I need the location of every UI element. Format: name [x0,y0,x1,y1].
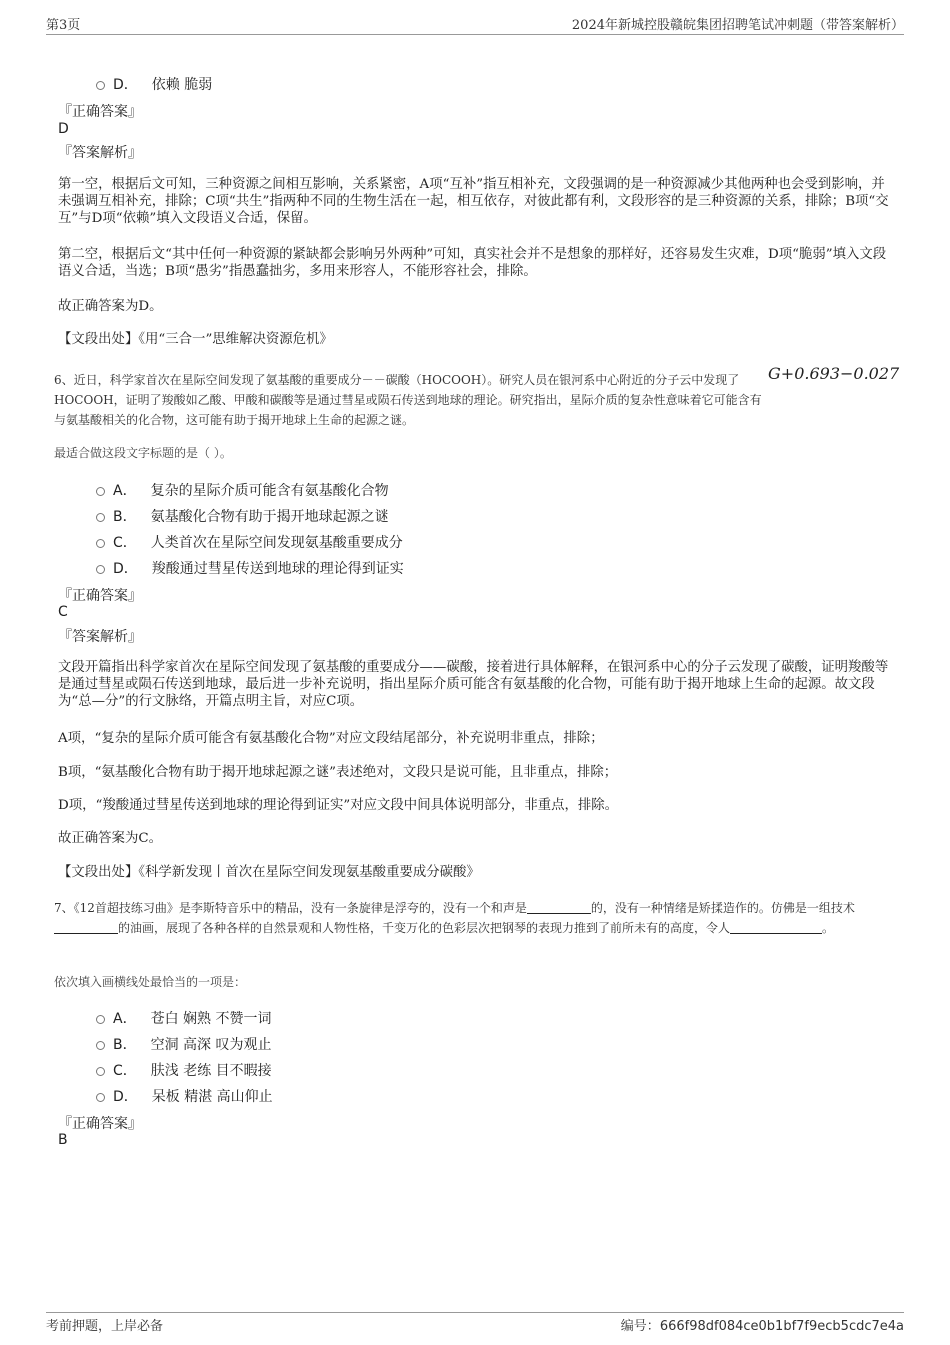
radio-icon[interactable] [96,1041,105,1050]
q7-blank-2 [54,921,118,934]
q7-option-c[interactable]: C． 肤浅 老练 目不暇接 [96,1060,272,1080]
q6-source: 【文段出处】《科学新发现丨首次在星际空间发现氨基酸重要成分碳酸》 [58,865,480,880]
q7-text: 7、《12首超技练习曲》是李斯特音乐中的精品，没有一条旋律是浮夸的，没有一个和声是 的，没有一种情绪是矫揉造作的。仿佛是一组技术的油画，展现了各种各样的自然景观和人物性格，千变万化的色彩层次把钢琴的表现力推到了前所未有的高度，令人 。 [54,901,855,935]
q7-answer-label: 『正确答案』 [58,1116,142,1132]
q6-option-b[interactable]: B． 氨基酸化合物有助于揭开地球起源之谜 [96,506,389,526]
q6-answer: C [58,604,68,620]
q7-blank-1 [527,901,591,914]
radio-icon[interactable] [96,81,105,90]
q7-option-b[interactable]: B． 空洞 高深 叹为观止 [96,1034,272,1054]
q6-analysis-label: 『答案解析』 [58,629,142,645]
document-title: 2024年新城控股赣皖集团招聘笔试冲刺题（带答案解析） [571,18,904,33]
q6-option-c[interactable]: C． 人类首次在星际空间发现氨基酸重要成分 [96,532,403,552]
q5-option-d[interactable]: D． 依赖 脆弱 [96,74,212,94]
q6-formula: G+0.693−0.027 [768,364,900,383]
q5-conclusion: 故正确答案为D。 [58,299,163,314]
radio-icon[interactable] [96,1067,105,1076]
q7-prompt: 依次填入画横线处最恰当的一项是： [54,975,247,989]
q5-source: 【文段出处】《用“三合一”思维解决资源危机》 [58,332,333,347]
q7-option-d[interactable]: D． 呆板 精湛 高山仰止 [96,1086,273,1106]
radio-icon[interactable] [96,1093,105,1102]
q5-answer: D [58,121,69,137]
q5-analysis-p2: 第二空，根据后文“其中任何一种资源的紧缺都会影响另外两种”可知，真实社会并不是想象的那样好，还容易发生灾难，D项“脆弱”填入文段语义合适，当选；B项“愚劣”指愚蠢拙劣，多用来形容人，不能形容社会，排除。 [58,247,887,279]
q6-analysis-b: B项，“氨基酸化合物有助于揭开地球起源之谜”表述绝对，文段只是说可能，且非重点，排除； [58,765,618,780]
page-header [46,14,904,35]
document-code: 编号：666f98df084ce0b1bf7f9ecb5cdc7e4a [620,1319,904,1334]
q5-analysis-label: 『答案解析』 [58,145,142,161]
radio-icon[interactable] [96,513,105,522]
q6-analysis-d: D项，“羧酸通过彗星传送到地球的理论得到证实”对应文段中间具体说明部分，非重点，排除。 [58,798,619,813]
q7-option-a[interactable]: A． 苍白 娴熟 不赞一词 [96,1008,271,1028]
page-footer [46,1312,904,1335]
q5-answer-label: 『正确答案』 [58,104,142,120]
q6-conclusion: 故正确答案为C。 [58,831,162,846]
page-number: 第3页 [46,18,81,33]
footer-slogan: 考前押题，上岸必备 [46,1319,164,1334]
radio-icon[interactable] [96,1015,105,1024]
q6-analysis-a: A项，“复杂的星际介质可能含有氨基酸化合物”对应文段结尾部分，补充说明非重点，排除； [58,731,604,746]
radio-icon[interactable] [96,539,105,548]
q7-answer: B [58,1132,68,1148]
q7-blank-3 [730,921,822,934]
q5-analysis-p1: 第一空，根据后文可知，三种资源之间相互影响，关系紧密，A项“互补”指互相补充，文段强调的是一种资源减少其他两种也会受到影响，并未强调互相补充，排除；C项“共生”指两种不同的生物生活在一起，相互依存，对彼此都有利，文段形容的是三种资源的关系，排除；B项“交互”与D项“依赖”填入文段语义合适，保留。 [58,177,889,226]
q6-analysis-p1: 文段开篇指出科学家首次在星际空间发现了氨基酸的重要成分——碳酸，接着进行具体解释，在银河系中心的分子云发现了碳酸，证明羧酸等是通过彗星或陨石传送到地球，最后进一步补充说明，指出星际介质可能含有氨基酸的化合物，可能有助于揭开地球上生命的起源。故文段为“总—分”的行文脉络，开篇点明主旨，对应C项。 [58,660,889,709]
q6-answer-label: 『正确答案』 [58,588,142,604]
q6-text: 6、近日，科学家首次在星际空间发现了氨基酸的重要成分－－碳酸（HOCOOH）。研究人员在银河系中心附近的分子云中发现了HOCOOH，证明了羧酸如乙酸、甲酸和碳酸等是通过彗星或陨石传送到地球的理论。研究指出，星际介质的复杂性意味着它可能含有与氨基酸相关的化合物，这可能有助于揭开地球上生命的起源之谜。 [54,373,762,427]
radio-icon[interactable] [96,565,105,574]
q6-option-a[interactable]: A． 复杂的星际介质可能含有氨基酸化合物 [96,480,389,500]
q6-option-d[interactable]: D． 羧酸通过彗星传送到地球的理论得到证实 [96,558,404,578]
q6-prompt: 最适合做这段文字标题的是（ ）。 [54,446,232,460]
radio-icon[interactable] [96,487,105,496]
